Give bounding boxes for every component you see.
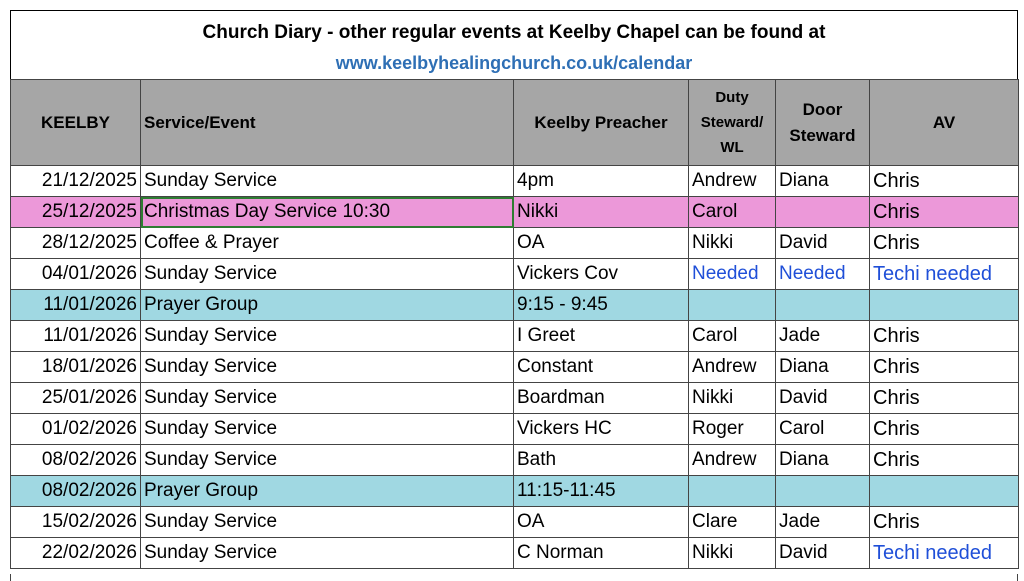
- av-cell[interactable]: Chris: [870, 383, 1019, 414]
- door-steward-cell[interactable]: Jade: [776, 507, 870, 538]
- table-row: [11, 352, 1019, 383]
- preacher-cell[interactable]: 11:15-11:45: [514, 476, 689, 507]
- table-row: [11, 259, 1019, 290]
- av-cell[interactable]: Chris: [870, 507, 1019, 538]
- door-steward-cell[interactable]: Diana: [776, 166, 870, 197]
- preacher-cell[interactable]: Nikki: [514, 197, 689, 228]
- av-cell[interactable]: Chris: [870, 166, 1019, 197]
- duty-steward-cell[interactable]: Roger: [689, 414, 776, 445]
- event-cell[interactable]: Sunday Service: [141, 259, 514, 290]
- event-cell[interactable]: Coffee & Prayer: [141, 228, 514, 259]
- table-row: [11, 197, 1019, 228]
- event-cell[interactable]: Sunday Service: [141, 507, 514, 538]
- event-cell[interactable]: Christmas Day Service 10:30: [141, 197, 514, 228]
- preacher-cell[interactable]: 9:15 - 9:45: [514, 290, 689, 321]
- date-cell[interactable]: 08/02/2026: [11, 445, 141, 476]
- table-row: [11, 290, 1019, 321]
- av-cell[interactable]: Chris: [870, 321, 1019, 352]
- av-cell[interactable]: [870, 476, 1019, 507]
- preacher-cell[interactable]: 4pm: [514, 166, 689, 197]
- table-row: [11, 228, 1019, 259]
- door-steward-cell[interactable]: Jade: [776, 321, 870, 352]
- door-steward-cell[interactable]: David: [776, 228, 870, 259]
- date-cell[interactable]: 11/01/2026: [11, 321, 141, 352]
- av-cell[interactable]: Chris: [870, 414, 1019, 445]
- av-cell[interactable]: [870, 290, 1019, 321]
- preacher-cell[interactable]: Boardman: [514, 383, 689, 414]
- preacher-cell[interactable]: C Norman: [514, 538, 689, 569]
- header-keelby[interactable]: KEELBY: [11, 80, 141, 166]
- page-title: Church Diary - other regular events at Keelby Chapel can be found at: [202, 22, 826, 43]
- duty-steward-cell[interactable]: [689, 290, 776, 321]
- duty-steward-cell[interactable]: Nikki: [689, 383, 776, 414]
- date-cell[interactable]: 18/01/2026: [11, 352, 141, 383]
- header-door-steward[interactable]: Door Steward: [776, 80, 870, 166]
- table-row: [11, 414, 1019, 445]
- date-cell[interactable]: 28/12/2025: [11, 228, 141, 259]
- preacher-cell[interactable]: Bath: [514, 445, 689, 476]
- preacher-cell[interactable]: Vickers HC: [514, 414, 689, 445]
- date-cell[interactable]: 01/02/2026: [11, 414, 141, 445]
- header-service-event[interactable]: Service/Event: [141, 80, 514, 166]
- table-row: [11, 507, 1019, 538]
- preacher-cell[interactable]: OA: [514, 507, 689, 538]
- preacher-cell[interactable]: OA: [514, 228, 689, 259]
- diary-table: [10, 79, 1019, 569]
- av-cell[interactable]: Techi needed: [870, 259, 1019, 290]
- header-row: [11, 80, 1019, 166]
- duty-steward-cell[interactable]: Carol: [689, 321, 776, 352]
- duty-steward-cell[interactable]: Clare: [689, 507, 776, 538]
- av-cell[interactable]: Chris: [870, 445, 1019, 476]
- event-cell[interactable]: Sunday Service: [141, 321, 514, 352]
- date-cell[interactable]: 15/02/2026: [11, 507, 141, 538]
- door-steward-cell[interactable]: David: [776, 538, 870, 569]
- door-steward-cell[interactable]: Carol: [776, 414, 870, 445]
- duty-steward-cell[interactable]: Andrew: [689, 352, 776, 383]
- preacher-cell[interactable]: Vickers Cov: [514, 259, 689, 290]
- duty-steward-cell[interactable]: Andrew: [689, 166, 776, 197]
- calendar-link[interactable]: www.keelbyhealingchurch.co.uk/calendar: [335, 53, 693, 73]
- event-cell[interactable]: Sunday Service: [141, 383, 514, 414]
- duty-steward-cell[interactable]: Needed: [689, 259, 776, 290]
- header-preacher[interactable]: Keelby Preacher: [514, 80, 689, 166]
- duty-steward-cell[interactable]: Nikki: [689, 538, 776, 569]
- table-row: [11, 476, 1019, 507]
- table-row: [11, 383, 1019, 414]
- door-steward-cell[interactable]: [776, 290, 870, 321]
- title-cell[interactable]: [10, 10, 1018, 79]
- date-cell[interactable]: 11/01/2026: [11, 290, 141, 321]
- date-cell[interactable]: 04/01/2026: [11, 259, 141, 290]
- event-cell[interactable]: Sunday Service: [141, 352, 514, 383]
- event-cell[interactable]: Prayer Group: [141, 290, 514, 321]
- table-row: [11, 445, 1019, 476]
- event-cell[interactable]: Sunday Service: [141, 414, 514, 445]
- av-cell[interactable]: Chris: [870, 228, 1019, 259]
- event-cell[interactable]: Sunday Service: [141, 538, 514, 569]
- preacher-cell[interactable]: I Greet: [514, 321, 689, 352]
- header-av[interactable]: AV: [870, 80, 1019, 166]
- duty-steward-cell[interactable]: Andrew: [689, 445, 776, 476]
- av-cell[interactable]: Chris: [870, 197, 1019, 228]
- next-row-edge: [10, 574, 1018, 581]
- door-steward-cell[interactable]: Diana: [776, 352, 870, 383]
- door-steward-cell[interactable]: Needed: [776, 259, 870, 290]
- duty-steward-cell[interactable]: Carol: [689, 197, 776, 228]
- header-duty-steward[interactable]: Duty Steward/ WL: [689, 80, 776, 166]
- date-cell[interactable]: 25/01/2026: [11, 383, 141, 414]
- av-cell[interactable]: Chris: [870, 352, 1019, 383]
- preacher-cell[interactable]: Constant: [514, 352, 689, 383]
- event-cell[interactable]: Prayer Group: [141, 476, 514, 507]
- av-cell[interactable]: Techi needed: [870, 538, 1019, 569]
- date-cell[interactable]: 22/02/2026: [11, 538, 141, 569]
- date-cell[interactable]: 08/02/2026: [11, 476, 141, 507]
- date-cell[interactable]: 21/12/2025: [11, 166, 141, 197]
- table-row: [11, 321, 1019, 352]
- table-row: [11, 538, 1019, 569]
- door-steward-cell[interactable]: Diana: [776, 445, 870, 476]
- duty-steward-cell[interactable]: [689, 476, 776, 507]
- event-cell[interactable]: Sunday Service: [141, 166, 514, 197]
- door-steward-cell[interactable]: David: [776, 383, 870, 414]
- door-steward-cell[interactable]: [776, 476, 870, 507]
- date-cell[interactable]: 25/12/2025: [11, 197, 141, 228]
- door-steward-cell[interactable]: [776, 197, 870, 228]
- table-row: [11, 166, 1019, 197]
- event-cell[interactable]: Sunday Service: [141, 445, 514, 476]
- duty-steward-cell[interactable]: Nikki: [689, 228, 776, 259]
